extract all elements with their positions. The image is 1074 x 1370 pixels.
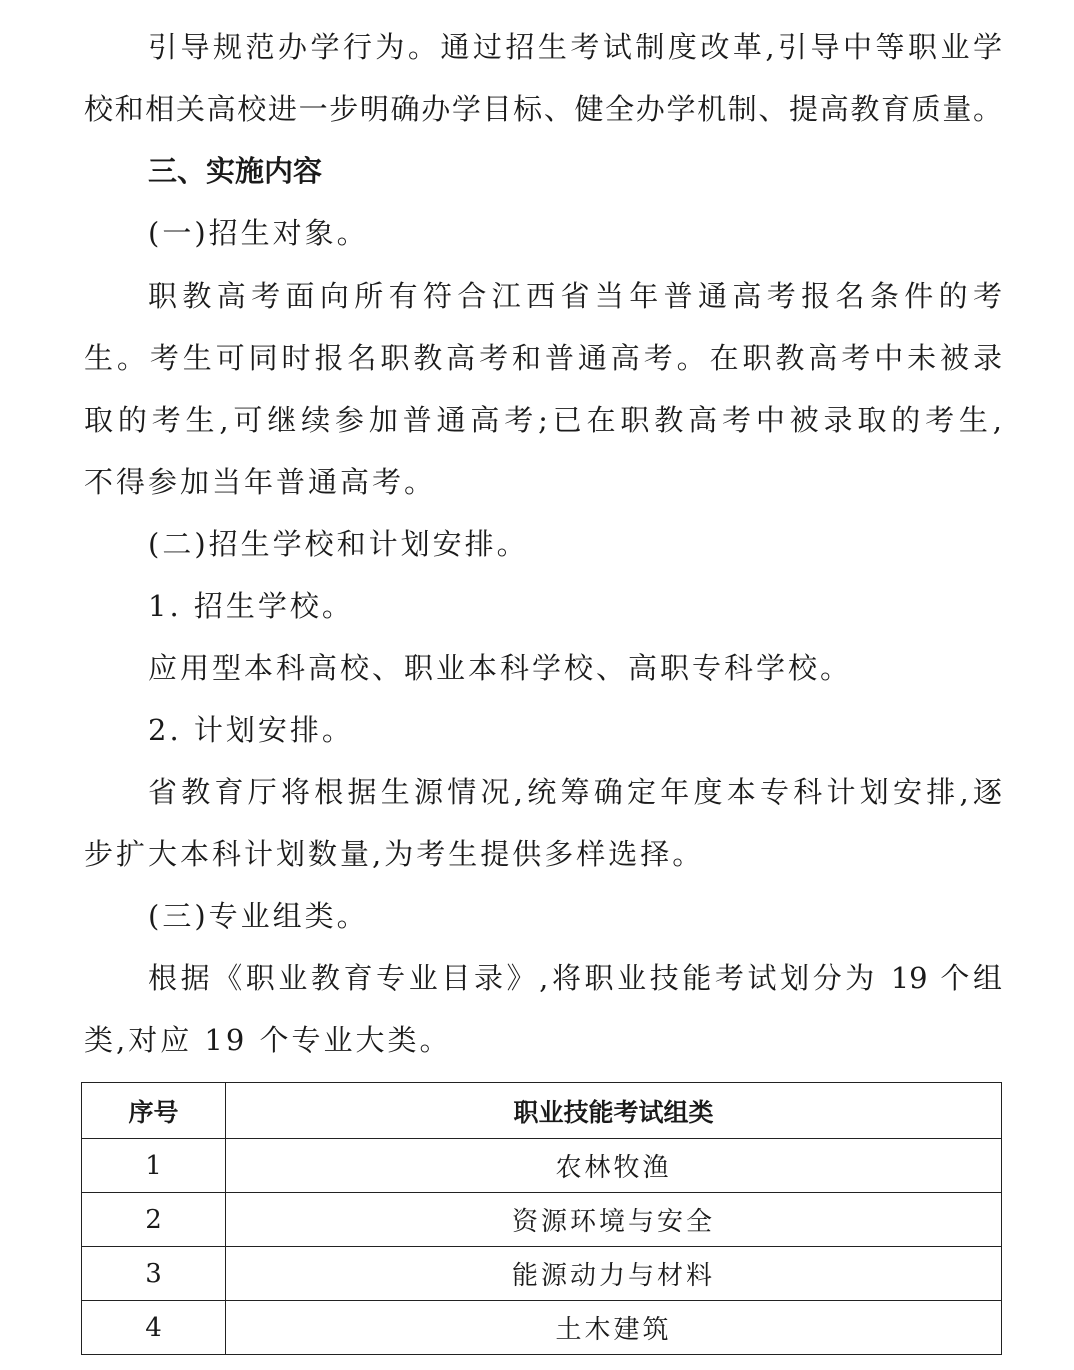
table-header-row	[82, 1083, 1002, 1139]
subsection-heading: (二)招生学校和计划安排。	[148, 527, 529, 561]
paragraph-line: 生。考生可同时报名职教高考和普通高考。在职教高考中未被录	[84, 341, 1002, 375]
subsection-heading: (一)招生对象。	[148, 216, 369, 250]
column-header-category: 职业技能考试组类	[226, 1083, 1002, 1139]
row-number: 4	[82, 1301, 226, 1355]
paragraph-line: 省教育厅将根据生源情况,统筹确定年度本专科计划安排,逐	[148, 775, 1002, 809]
skill-exam-category-table	[81, 1082, 1002, 1355]
row-category: 土木建筑	[226, 1301, 1002, 1355]
row-number: 2	[82, 1193, 226, 1247]
row-number: 1	[82, 1139, 226, 1193]
section-heading: 三、实施内容	[148, 154, 323, 188]
paragraph-line: 应用型本科高校、职业本科学校、高职专科学校。	[148, 651, 853, 685]
item-heading: 1. 招生学校。	[148, 589, 354, 623]
paragraph-line: 类,对应 19 个专业大类。	[84, 1023, 452, 1057]
column-header-no: 序号	[82, 1083, 226, 1139]
item-heading: 2. 计划安排。	[148, 713, 354, 747]
table-row	[82, 1247, 1002, 1301]
paragraph-line: 引导规范办学行为。通过招生考试制度改革,引导中等职业学	[148, 30, 1002, 64]
paragraph-line: 取的考生,可继续参加普通高考;已在职教高考中被录取的考生,	[84, 403, 1002, 437]
row-category: 资源环境与安全	[226, 1193, 1002, 1247]
subsection-heading: (三)专业组类。	[148, 899, 369, 933]
paragraph-line: 校和相关高校进一步明确办学目标、健全办学机制、提高教育质量。	[84, 92, 1002, 126]
paragraph-line: 职教高考面向所有符合江西省当年普通高考报名条件的考	[148, 279, 1002, 313]
table-row	[82, 1301, 1002, 1355]
paragraph-line: 步扩大本科计划数量,为考生提供多样选择。	[84, 837, 705, 871]
table-row	[82, 1139, 1002, 1193]
paragraph-line: 根据《职业教育专业目录》,将职业技能考试划分为 19 个组	[148, 961, 1002, 995]
table-row	[82, 1193, 1002, 1247]
row-category: 能源动力与材料	[226, 1247, 1002, 1301]
row-number: 3	[82, 1247, 226, 1301]
row-category: 农林牧渔	[226, 1139, 1002, 1193]
paragraph-line: 不得参加当年普通高考。	[84, 465, 437, 499]
